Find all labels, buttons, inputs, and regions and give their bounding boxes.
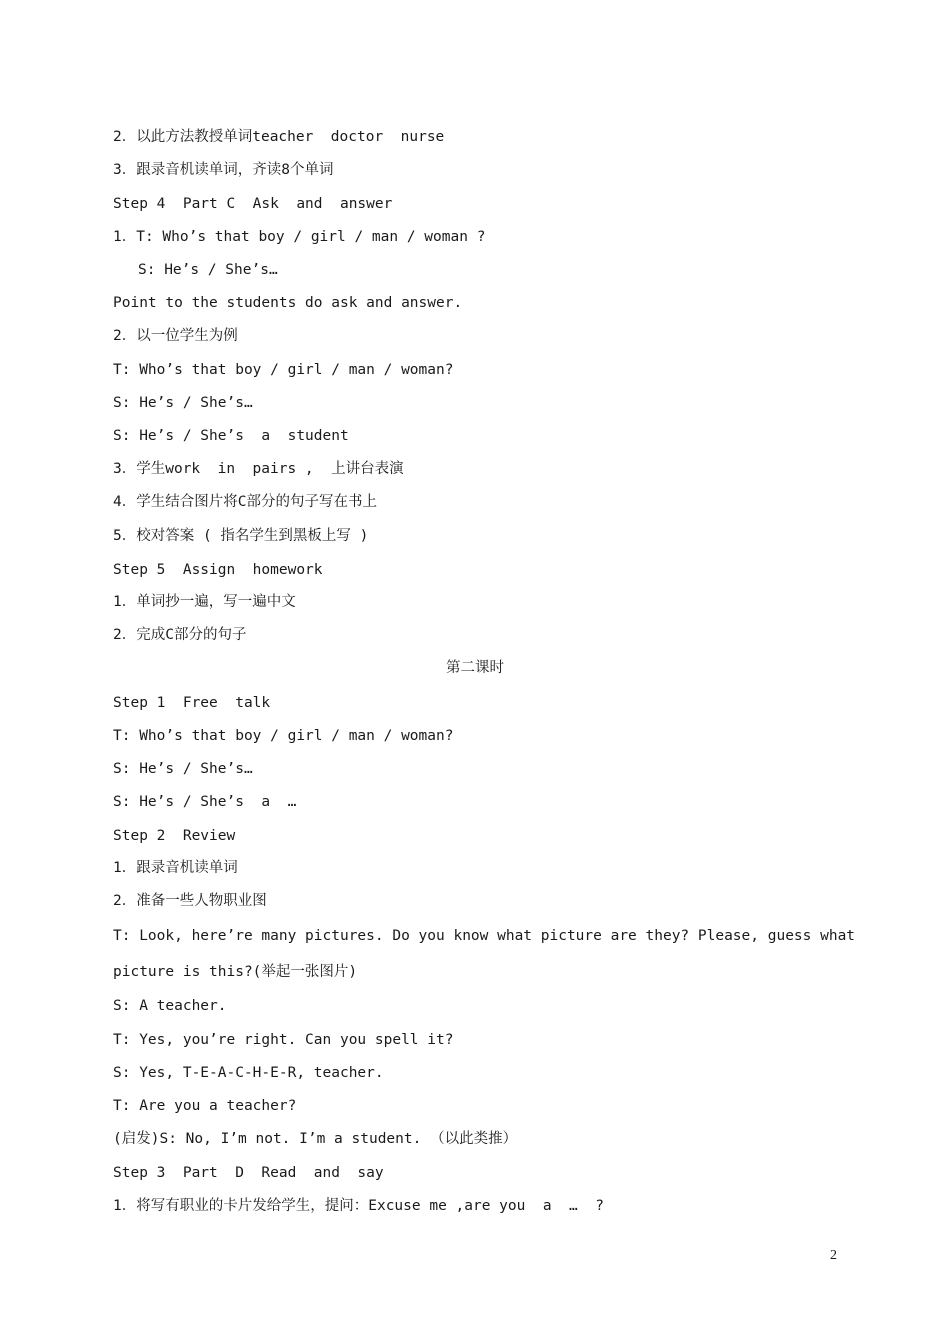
text-line: 1．跟录音机读单词 bbox=[113, 860, 238, 876]
step-heading: Step 4 Part C Ask and answer bbox=[113, 196, 393, 212]
step-heading: Step 5 Assign homework bbox=[113, 562, 323, 578]
step-heading: Step 1 Free talk bbox=[113, 695, 271, 711]
text-line: S: He’s / She’s a … bbox=[113, 794, 297, 810]
text-line: S: A teacher. bbox=[113, 998, 227, 1014]
text-line: T: Who’s that boy / girl / man / woman? bbox=[113, 362, 454, 378]
text-line: S: He’s / She’s… bbox=[113, 395, 253, 411]
text-line: S: Yes, T-E-A-C-H-E-R, teacher. bbox=[113, 1065, 384, 1081]
text-line: S: He’s / She’s… bbox=[113, 761, 253, 777]
text-line: 1．单词抄一遍，写一遍中文 bbox=[113, 594, 296, 610]
text-line: 2．以此方法教授单词teacher doctor nurse bbox=[113, 129, 445, 145]
text-line: 2．准备一些人物职业图 bbox=[113, 893, 267, 909]
text-line: picture is this?(举起一张图片) bbox=[113, 964, 358, 980]
text-line: T: Who’s that boy / girl / man / woman? bbox=[113, 728, 454, 744]
step-heading: Step 3 Part D Read and say bbox=[113, 1165, 384, 1181]
text-line: 2．完成C部分的句子 bbox=[113, 627, 247, 643]
text-line: 3．学生work in pairs , 上讲台表演 bbox=[113, 461, 404, 477]
text-line: 5．校对答案 ( 指名学生到黑板上写 ) bbox=[113, 528, 369, 544]
text-line: T: Yes, you’re right. Can you spell it? bbox=[113, 1032, 454, 1048]
text-line: S: He’s / She’s a student bbox=[113, 428, 349, 444]
text-line: 1．T: Who’s that boy / girl / man / woman ? bbox=[113, 229, 486, 245]
text-line: 2．以一位学生为例 bbox=[113, 328, 238, 344]
text-line: (启发)S: No, I’m not. I’m a student. （以此类推） bbox=[113, 1131, 518, 1147]
page-number: 2 bbox=[830, 1248, 837, 1263]
text-line: T: Look, here’re many pictures. Do you know what picture are they? Please, guess what bbox=[113, 928, 856, 944]
text-line: 1．将写有职业的卡片发给学生，提问：Excuse me ,are you a … ? bbox=[113, 1198, 604, 1214]
text-line: 4．学生结合图片将C部分的句子写在书上 bbox=[113, 494, 377, 510]
text-line: Point to the students do ask and answer. bbox=[113, 295, 463, 311]
section-title: 第二课时 bbox=[446, 660, 504, 676]
text-line: 3．跟录音机读单词，齐读8个单词 bbox=[113, 162, 334, 178]
text-line: T: Are you a teacher? bbox=[113, 1098, 297, 1114]
text-line: S: He’s / She’s… bbox=[138, 262, 278, 278]
step-heading: Step 2 Review bbox=[113, 828, 236, 844]
